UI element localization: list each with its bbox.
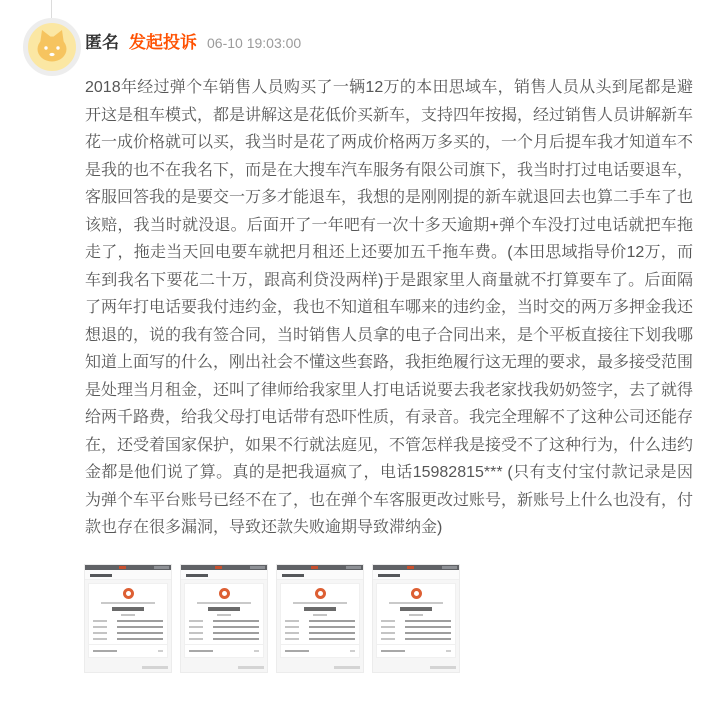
status-line (409, 614, 423, 616)
amount-line (304, 607, 335, 611)
thumb-footer-line (430, 666, 456, 669)
merchant-name-line (293, 602, 348, 604)
thumb-bill-card (376, 583, 456, 658)
amount-line (400, 607, 431, 611)
post-action-label: 发起投诉 (129, 33, 197, 52)
merchant-logo-icon (315, 588, 326, 599)
author-name[interactable]: 匿名 (85, 33, 119, 52)
thumb-footer-line (334, 666, 360, 669)
status-line (121, 614, 135, 616)
timeline-connector (51, 0, 52, 19)
thumb-bill-card (184, 583, 264, 658)
thumb-navbar (181, 570, 267, 580)
merchant-name-line (101, 602, 156, 604)
thumb-bill-card (88, 583, 168, 658)
payment-bill-screenshot-2[interactable] (180, 564, 268, 673)
merchant-name-line (197, 602, 252, 604)
amount-line (112, 607, 143, 611)
avatar[interactable] (23, 18, 81, 76)
merchant-logo-icon (123, 588, 134, 599)
amount-line (208, 607, 239, 611)
status-line (313, 614, 327, 616)
thumb-navbar (373, 570, 459, 580)
status-line (217, 614, 231, 616)
complaint-post (85, 28, 693, 542)
cat-avatar-icon (32, 27, 72, 67)
complaint-body-text: 2018年经过弹个车销售人员购买了一辆12万的本田思域车，销售人员从头到尾都是避开这是租车模式，都是讲解这是花低价买新车，支持四年按揭，经过销售人员讲解新车花一成价格就可以买，我当时是花了两成价格两万多买的，一个月后提车我才知道车不是我的也不在我名下，而是在大搜车汽车服务有限公司旗下，我当时打过电话要退车，客服回答我的是要交一万多才能退车，我想的是刚刚提的新车就退回去也算二手车了也该赔，我当时就没退。后面开了一年吧有一次十多天逾期+弹个车没打过电话就把车拖走了，拖走当天回电要车就把月租还上还要加五千拖车费。(本田思域指导价12万，而车到我名下要花二十万，跟高利贷没两样)于是跟家里人商量就不打算要车了。后面隔了两年打电话要我付违约金，我也不知道租车哪来的违约金，当时交的两万多押金我还想退的，说的我有签合同，当时销售人员拿的电子合同出来，是个平板直接往下划我哪知道上面写的什么，刚出社会不懂这些套路，我拒绝履行这无理的要求，最多接受范围是处理当月租金，还叫了律师给我家里人打电话说要去我老家找我奶奶签字，去了就得给两千路费，给我父母打电话带有恐吓性质，有录音。我完全理解不了这种公司还能存在，还受着国家保护，如果不行就法庭见，不管怎样我是接受不了这种行为，什么违约金都是他们说了算。真的是把我逼疯了，电话15982815*** (只有支付宝付款记录是因为弹个车平台账号已经不在了，也在弹个车客服更改过账号，新账号上什么也没有，付款也存在很多漏洞，导致还款失败逾期导致滞纳金) (85, 79, 694, 536)
merchant-logo-icon (219, 588, 230, 599)
merchant-name-line (389, 602, 444, 604)
thumb-bill-card (280, 583, 360, 658)
post-timestamp: 06-10 19:03:00 (207, 35, 302, 51)
payment-bill-screenshot-4[interactable] (372, 564, 460, 673)
attachment-list (84, 564, 460, 673)
thumb-navbar (85, 570, 171, 580)
merchant-logo-icon (411, 588, 422, 599)
payment-bill-screenshot-1[interactable] (84, 564, 172, 673)
thumb-footer-line (142, 666, 168, 669)
thumb-navbar (277, 570, 363, 580)
post-header (85, 28, 693, 53)
thumb-footer-line (238, 666, 264, 669)
payment-bill-screenshot-3[interactable] (276, 564, 364, 673)
